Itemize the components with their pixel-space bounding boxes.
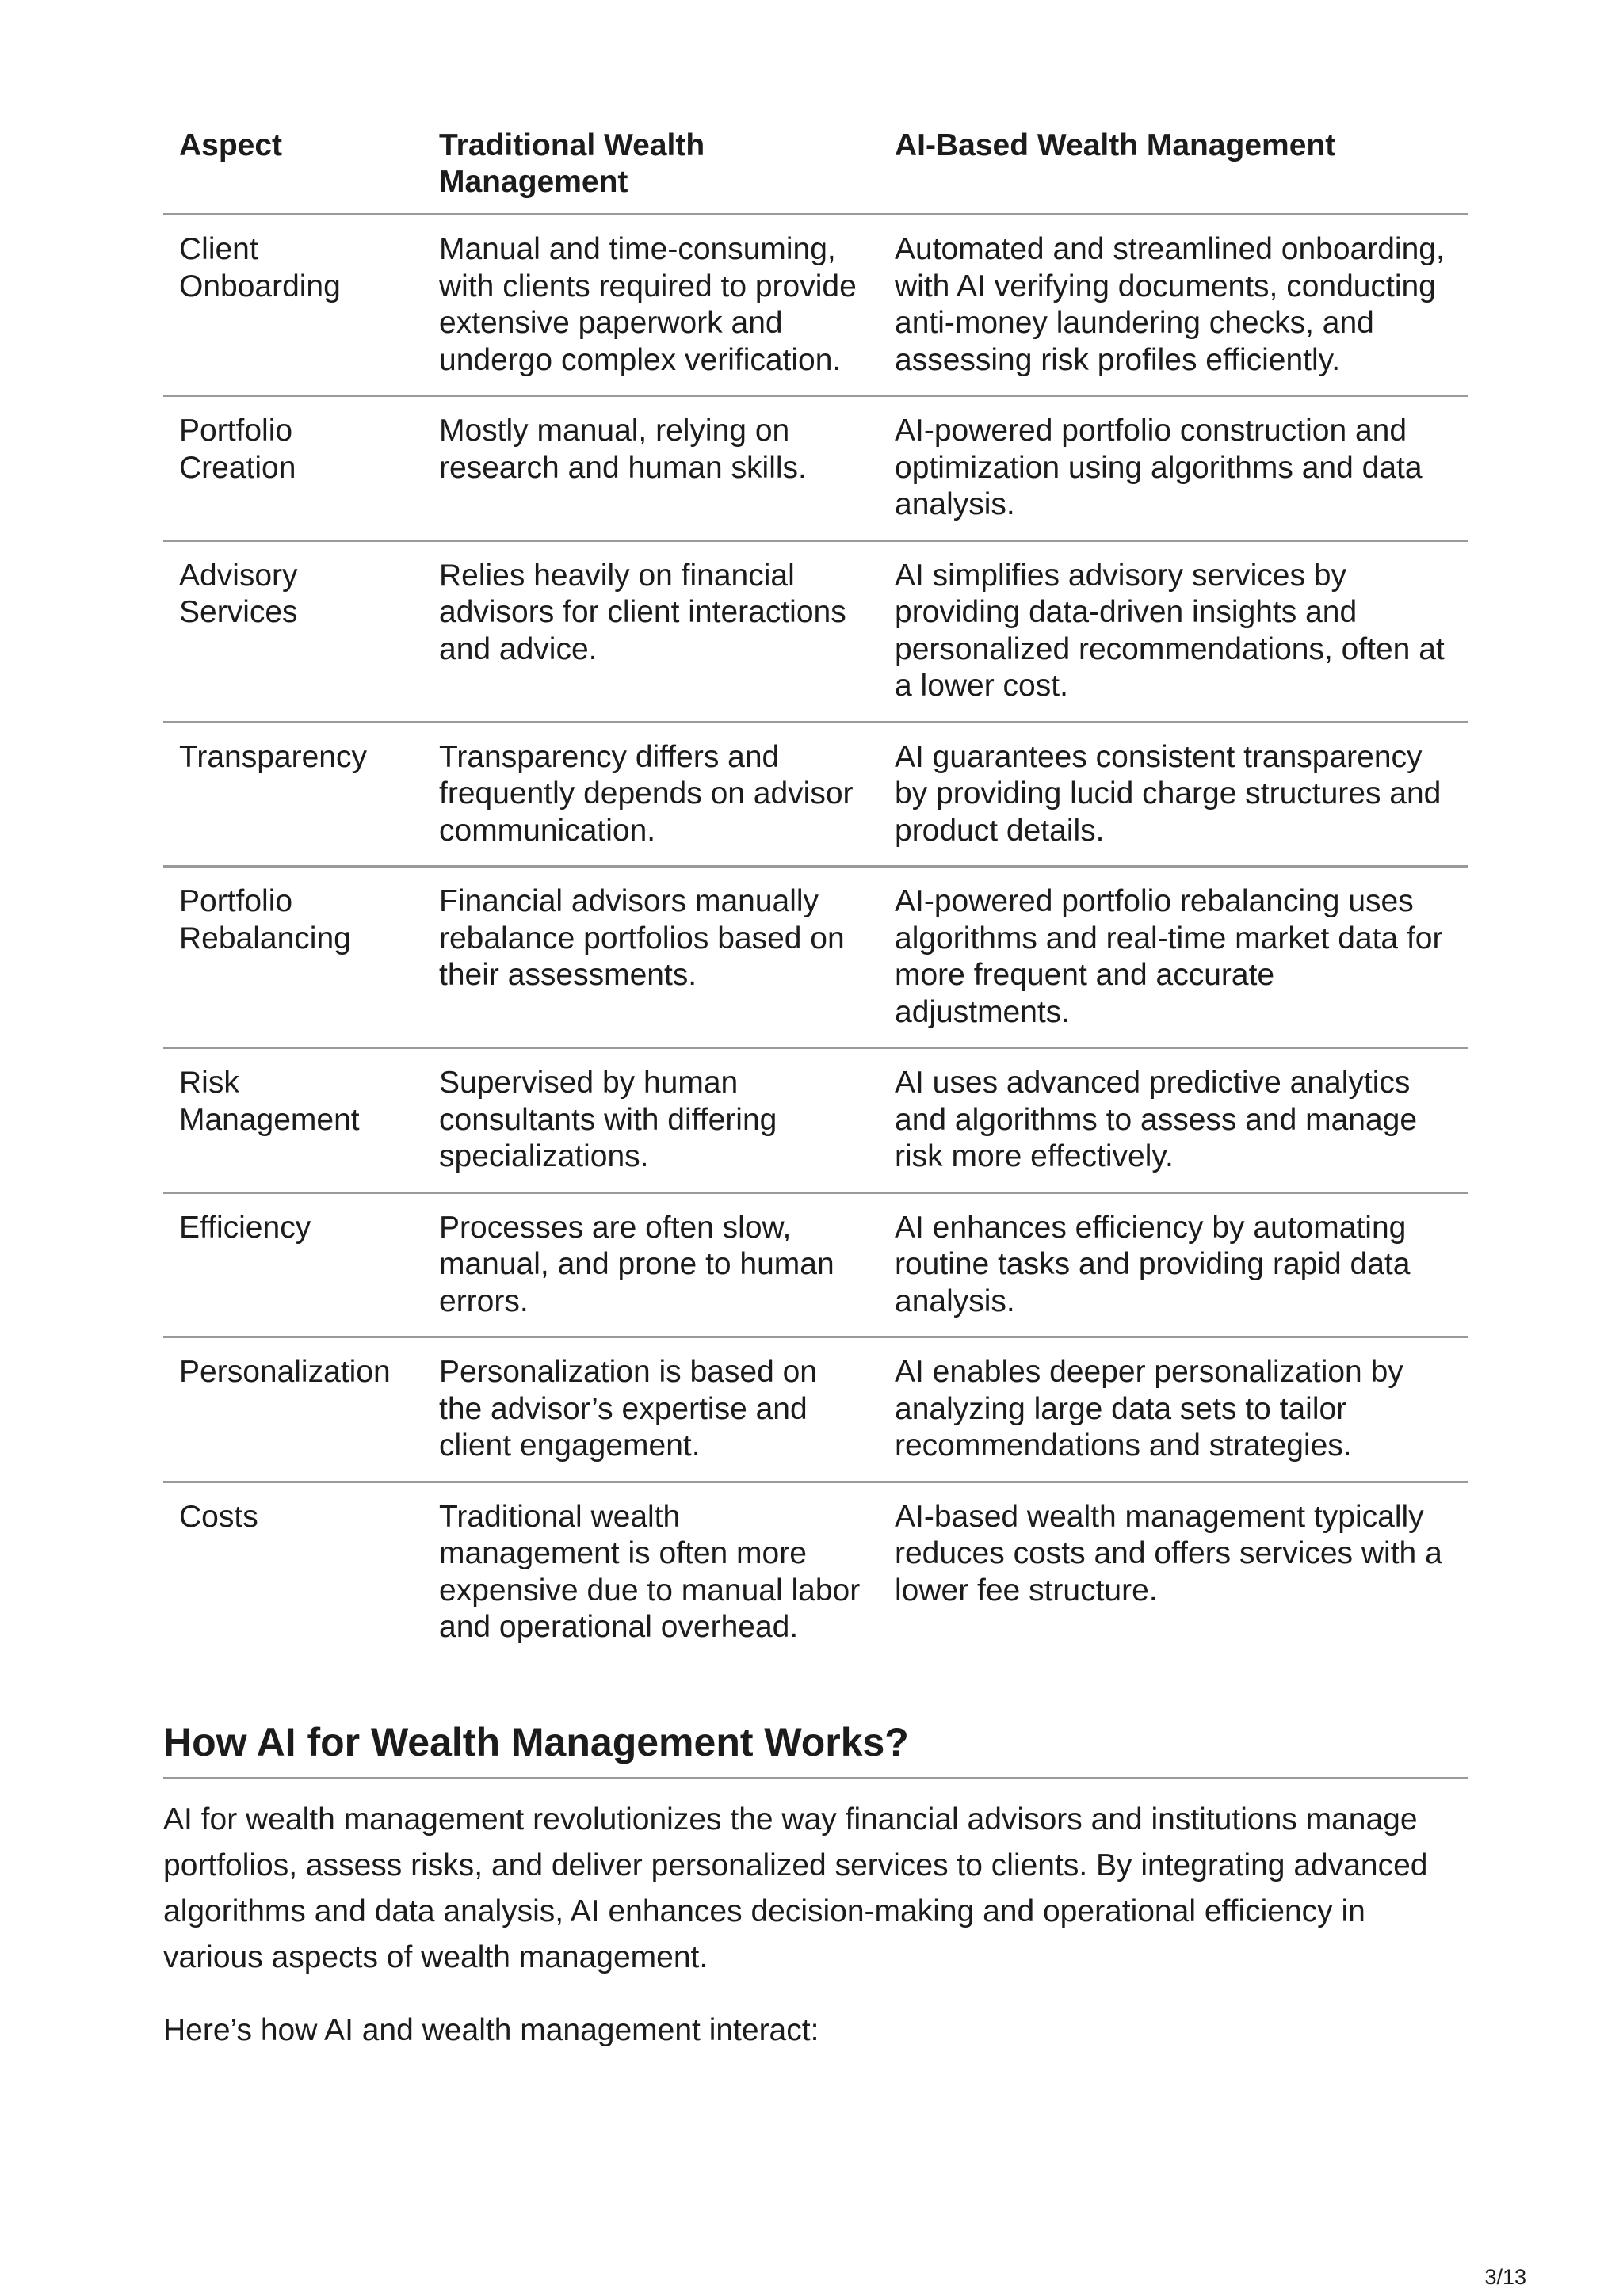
- traditional-cell: Personalization is based on the advisor’s expertise and client engagement.: [423, 1337, 879, 1482]
- aspect-cell: Costs: [179, 1499, 258, 1534]
- traditional-cell: Processes are often slow, manual, and prone to human errors.: [423, 1192, 879, 1337]
- column-header-ai-based: AI-Based Wealth Management: [879, 119, 1468, 215]
- table-row: [163, 722, 1468, 867]
- lead-in-paragraph: Here’s how AI and wealth management interact:: [163, 2012, 819, 2047]
- table-row: [163, 540, 1468, 722]
- aspect-cell: Client Onboarding: [163, 215, 423, 396]
- column-header-aspect: Aspect: [163, 119, 423, 215]
- traditional-cell: Relies heavily on financial advisors for client interactions and advice.: [423, 540, 879, 722]
- ai-based-cell: AI enables deeper personalization by analyzing large data sets to tailor recommendations and strategies.: [879, 1337, 1468, 1482]
- traditional-cell: Transparency differs and frequently depends on advisor communication.: [423, 722, 879, 867]
- document-page: [163, 119, 1468, 2054]
- aspect-cell: Advisory Services: [163, 540, 423, 722]
- ai-based-cell: AI uses advanced predictive analytics and algorithms to assess and manage risk more effectively.: [879, 1048, 1468, 1193]
- table-row: [163, 1482, 1468, 1659]
- table-row: [163, 1048, 1468, 1193]
- aspect-cell: Portfolio Creation: [163, 396, 423, 541]
- comparison-table: [163, 119, 1468, 1659]
- intro-paragraph: AI for wealth management revolutionizes the way financial advisors and institutions manage portfolios, assess risks, and deliver personalized services to clients. By integrating advanced algorithms and data analysis, AI enhances decision-making and operational efficiency in various aspects of wealth management.: [163, 1802, 1428, 1974]
- traditional-cell: Manual and time-consuming, with clients required to provide extensive paperwork and undergo complex verification.: [423, 215, 879, 396]
- ai-based-cell: AI simplifies advisory services by providing data-driven insights and personalized recommendations, often at a lower cost.: [879, 540, 1468, 722]
- ai-based-cell: AI-based wealth management typically reduces costs and offers services with a lower fee structure.: [895, 1499, 1442, 1608]
- traditional-cell: Traditional wealth management is often more expensive due to manual labor and operational overhead.: [439, 1499, 861, 1644]
- table-row: [163, 1337, 1468, 1482]
- table-row: [163, 1192, 1468, 1337]
- section-heading: How AI for Wealth Management Works?: [163, 1718, 1468, 1779]
- table-row: [163, 396, 1468, 541]
- ai-based-cell: AI guarantees consistent transparency by providing lucid charge structures and product details.: [879, 722, 1468, 867]
- aspect-cell: Efficiency: [163, 1192, 423, 1337]
- aspect-cell: Risk Management: [163, 1048, 423, 1193]
- traditional-cell: Financial advisors manually rebalance portfolios based on their assessments.: [423, 867, 879, 1048]
- ai-based-cell: AI-powered portfolio rebalancing uses algorithms and real-time market data for more frequent and accurate adjustments.: [879, 867, 1468, 1048]
- table-row: [163, 867, 1468, 1048]
- column-header-traditional: Traditional Wealth Management: [423, 119, 879, 215]
- aspect-cell: Portfolio Rebalancing: [163, 867, 423, 1048]
- traditional-cell: Mostly manual, relying on research and human skills.: [423, 396, 879, 541]
- aspect-cell: Personalization: [163, 1337, 423, 1482]
- page-number: 3/13: [1484, 2265, 1526, 2289]
- aspect-cell: Transparency: [163, 722, 423, 867]
- ai-based-cell: AI-powered portfolio construction and optimization using algorithms and data analysis.: [879, 396, 1468, 541]
- ai-based-cell: AI enhances efficiency by automating routine tasks and providing rapid data analysis.: [879, 1192, 1468, 1337]
- traditional-cell: Supervised by human consultants with differing specializations.: [423, 1048, 879, 1193]
- table-header-row: [163, 119, 1468, 215]
- table-row: [163, 215, 1468, 396]
- ai-based-cell: Automated and streamlined onboarding, with AI verifying documents, conducting anti-money laundering checks, and assessing risk profiles efficiently.: [879, 215, 1468, 396]
